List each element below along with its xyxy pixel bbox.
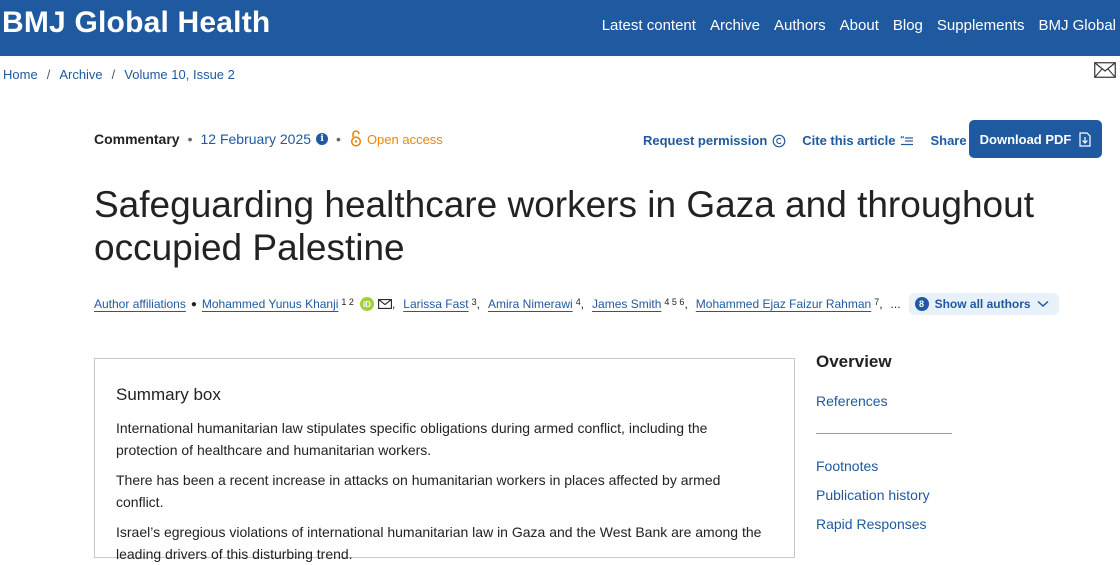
chevron-down-icon [1037,300,1049,308]
breadcrumb-home[interactable]: Home [3,67,38,82]
author-affiliation-sup: 3 [471,297,477,307]
breadcrumb-archive[interactable]: Archive [59,67,103,82]
svg-text:“: “ [900,134,906,143]
cite-list-icon [900,135,914,147]
article-type: Commentary [94,131,180,147]
request-permission-label: Request permission [643,133,768,148]
meta-separator: • [336,131,341,147]
author-name[interactable]: Mohammed Ejaz Faizur Rahman [695,297,872,311]
author-affiliation-sup: 4 5 6 [664,297,685,307]
overview-sidebar [816,352,956,545]
main-nav [602,17,1116,34]
overview-divider [816,433,952,434]
nav-supplements[interactable]: Supplements [936,17,1025,34]
download-pdf-button[interactable] [969,120,1102,158]
nav-archive[interactable]: Archive [709,17,760,34]
copyright-icon [772,134,786,148]
article-title: Safeguarding healthcare workers in Gaza and throughout occupied Palestine [94,184,1034,268]
author-separator: , [476,297,480,311]
author-affiliation-sup: 1 2 [341,297,354,307]
author-separator: ● [190,298,197,310]
publication-date: 12 February 2025 [200,131,312,147]
author-affiliation-sup: 7 [874,297,880,307]
overview-link-references[interactable]: References [816,393,888,409]
author-count-badge: 8 [915,297,929,311]
meta-separator: • [187,131,193,147]
author-list [94,292,1059,316]
open-access-label: Open access [366,131,443,147]
summary-paragraph: International humanitarian law stipulates specific obligations during armed conflict, including the protection of healthcare and humanitarian workers. [116,420,708,458]
breadcrumb [3,67,235,82]
show-all-authors-button[interactable] [909,293,1059,315]
email-author-icon[interactable] [378,299,392,309]
breadcrumb-separator: / [46,67,51,82]
summary-paragraph: Israel’s egregious violations of international humanitarian law in Gaza and the West Bank are among the leading drivers of this disturbing trend. [116,524,762,562]
author-name[interactable]: Mohammed Yunus Khanji [201,297,339,311]
download-pdf-label: Download PDF [979,131,1072,147]
summary-paragraph: There has been a recent increase in attacks on humanitarian workers in places affected by armed conflict. [116,472,721,510]
site-logo[interactable]: BMJ Global Health [2,6,271,39]
author-name[interactable]: Amira Nimerawi [488,297,573,311]
author-affiliations-link[interactable]: Author affiliations [94,297,186,311]
author-name[interactable]: James Smith [592,297,662,311]
author-affiliation-sup: 4 [575,297,581,307]
overview-heading: Overview [816,352,892,371]
author-name[interactable]: Larissa Fast [403,297,469,311]
nav-blog[interactable]: Blog [892,17,923,34]
cite-article-button[interactable] [802,133,914,148]
show-all-authors-label: Show all authors [934,297,1031,311]
info-icon[interactable]: i [316,133,328,145]
author-separator: , [580,297,585,311]
open-access-lock-icon [349,129,363,147]
orcid-icon[interactable]: iD [360,297,374,311]
pdf-download-icon [1079,132,1091,147]
request-permission-button[interactable] [643,133,786,148]
share-label: Share [930,133,967,148]
summary-heading: Summary box [116,385,221,404]
site-header [0,0,1120,56]
cite-article-label: Cite this article [802,133,896,148]
overview-link-publication-history[interactable]: Publication history [816,487,930,503]
nav-bmj-global[interactable]: BMJ Global [1038,17,1116,34]
breadcrumb-issue[interactable]: Volume 10, Issue 2 [124,67,235,82]
authors-ellipsis: ... [890,297,901,311]
nav-about[interactable]: About [839,17,879,34]
overview-link-footnotes[interactable]: Footnotes [816,458,879,474]
nav-latest-content[interactable]: Latest content [601,17,696,34]
author-separator: , [391,297,396,311]
article-actions [643,133,1002,148]
author-separator: , [879,297,883,311]
summary-box [94,358,795,562]
overview-link-rapid-responses[interactable]: Rapid Responses [816,516,927,532]
author-separator: , [684,297,688,311]
nav-authors[interactable]: Authors [773,17,826,34]
breadcrumb-separator: / [111,67,116,82]
email-alert-icon[interactable] [1094,62,1116,78]
article-meta [94,131,443,147]
